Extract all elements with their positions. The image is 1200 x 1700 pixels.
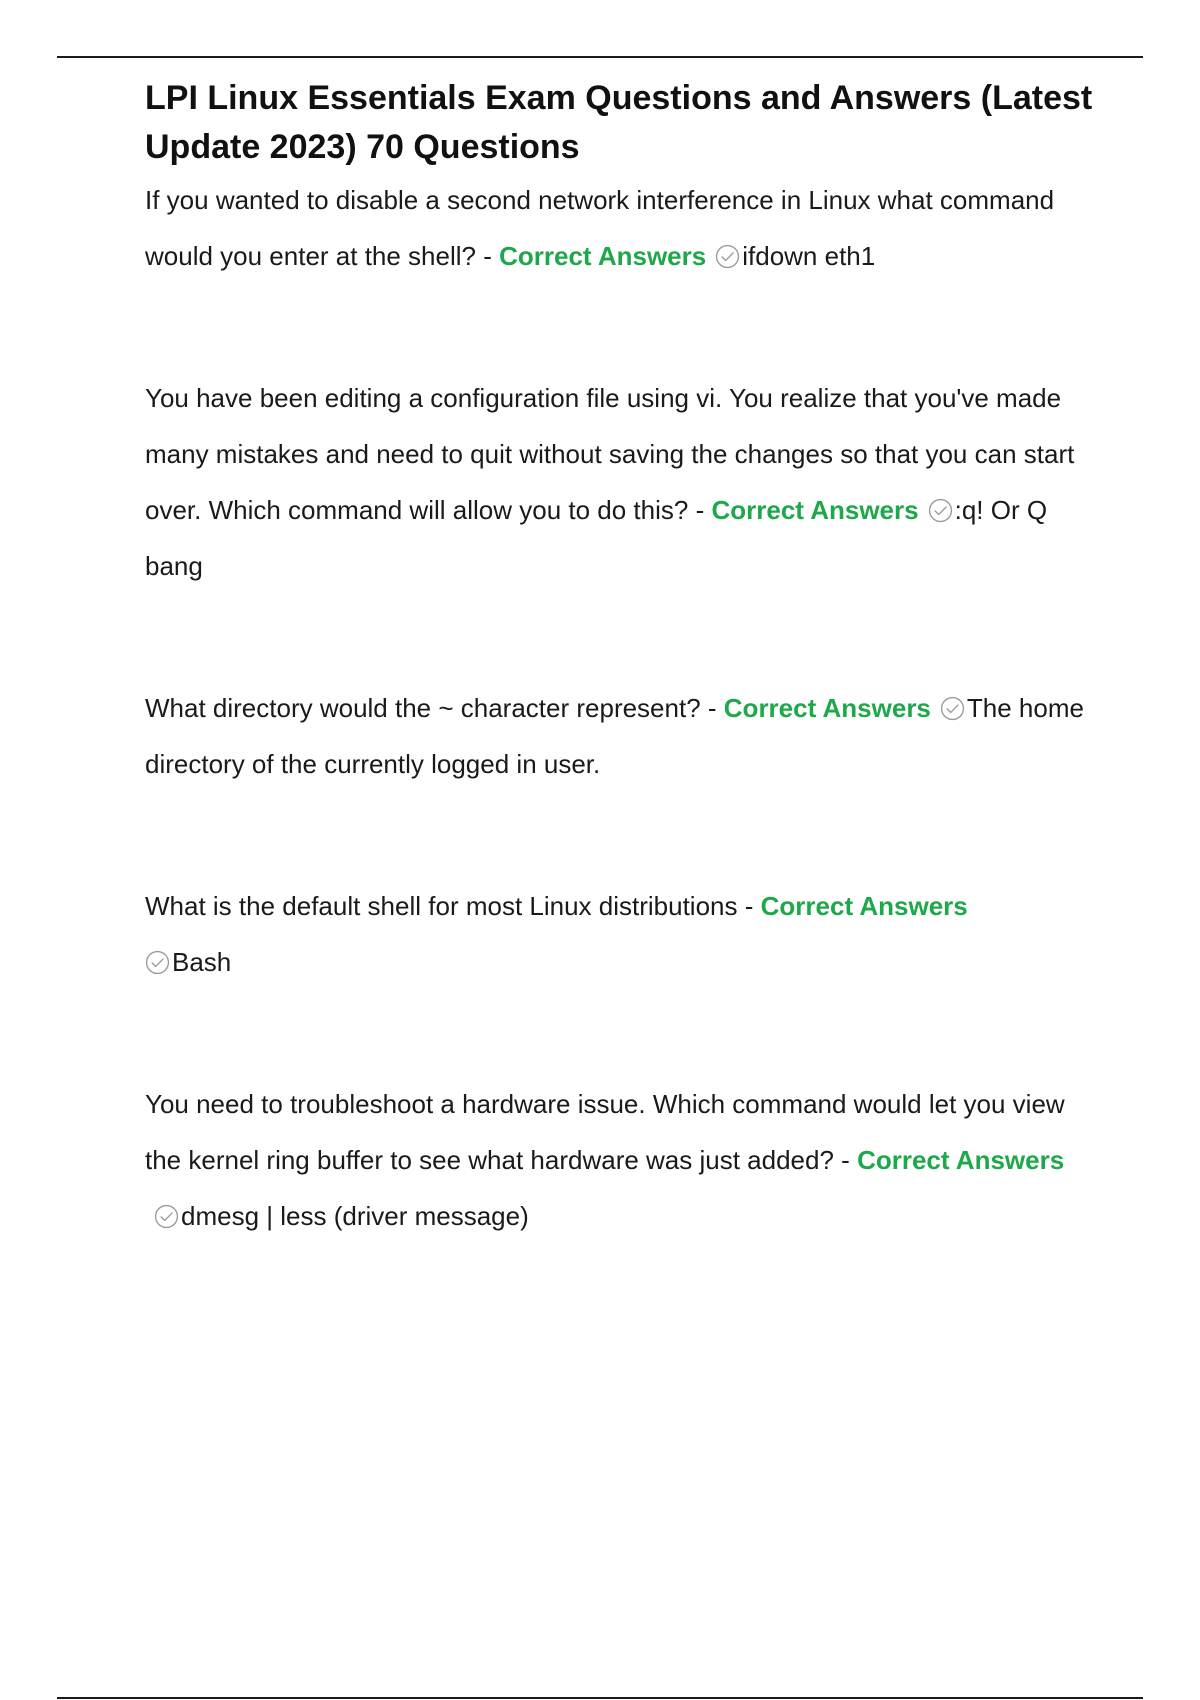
- bottom-divider: [57, 1697, 1143, 1699]
- answer-label: Correct Answers: [711, 495, 919, 525]
- answer-label: Correct Answers: [499, 241, 707, 271]
- answer-label: Correct Answers: [760, 891, 968, 921]
- question-text: You have been editing a configuration file using vi. You realize that you've made many mistakes and need to quit without saving the changes so that you can start over. Which command will allow you to do this? -: [145, 383, 1075, 525]
- document-body: [145, 74, 1095, 1244]
- answer-text: The home directory of the currently logged in user.: [145, 693, 1084, 779]
- answer-label: Correct Answers: [723, 693, 931, 723]
- document-title: LPI Linux Essentials Exam Questions and Answers (Latest Update 2023) 70 Questions: [145, 79, 1093, 166]
- question-text: What is the default shell for most Linux distributions -: [145, 891, 754, 921]
- answer-label: Correct Answers: [857, 1145, 1065, 1175]
- qa-item: [145, 680, 1095, 792]
- question-text: If you wanted to disable a second network interference in Linux what command would you enter at the shell? -: [145, 185, 1055, 271]
- question-text: What directory would the ~ character represent? -: [145, 693, 717, 723]
- circled-check-icon: [154, 1204, 179, 1229]
- answer-text: dmesg | less (driver message): [181, 1201, 529, 1231]
- qa-item: [145, 172, 1095, 284]
- top-divider: [57, 56, 1143, 58]
- circled-check-icon: [940, 696, 965, 721]
- circled-check-icon: [715, 244, 740, 269]
- answer-text: Bash: [172, 947, 232, 977]
- qa-item: [145, 1076, 1095, 1244]
- qa-item: [145, 878, 1095, 990]
- answer-text: ifdown eth1: [742, 241, 876, 271]
- circled-check-icon: [145, 950, 170, 975]
- question-text: You need to troubleshoot a hardware issue. Which command would let you view the kernel ring buffer to see what hardware was just added? -: [145, 1089, 1065, 1175]
- answer-text: :q! Or Q bang: [145, 495, 1048, 581]
- qa-item: [145, 370, 1095, 594]
- circled-check-icon: [928, 498, 953, 523]
